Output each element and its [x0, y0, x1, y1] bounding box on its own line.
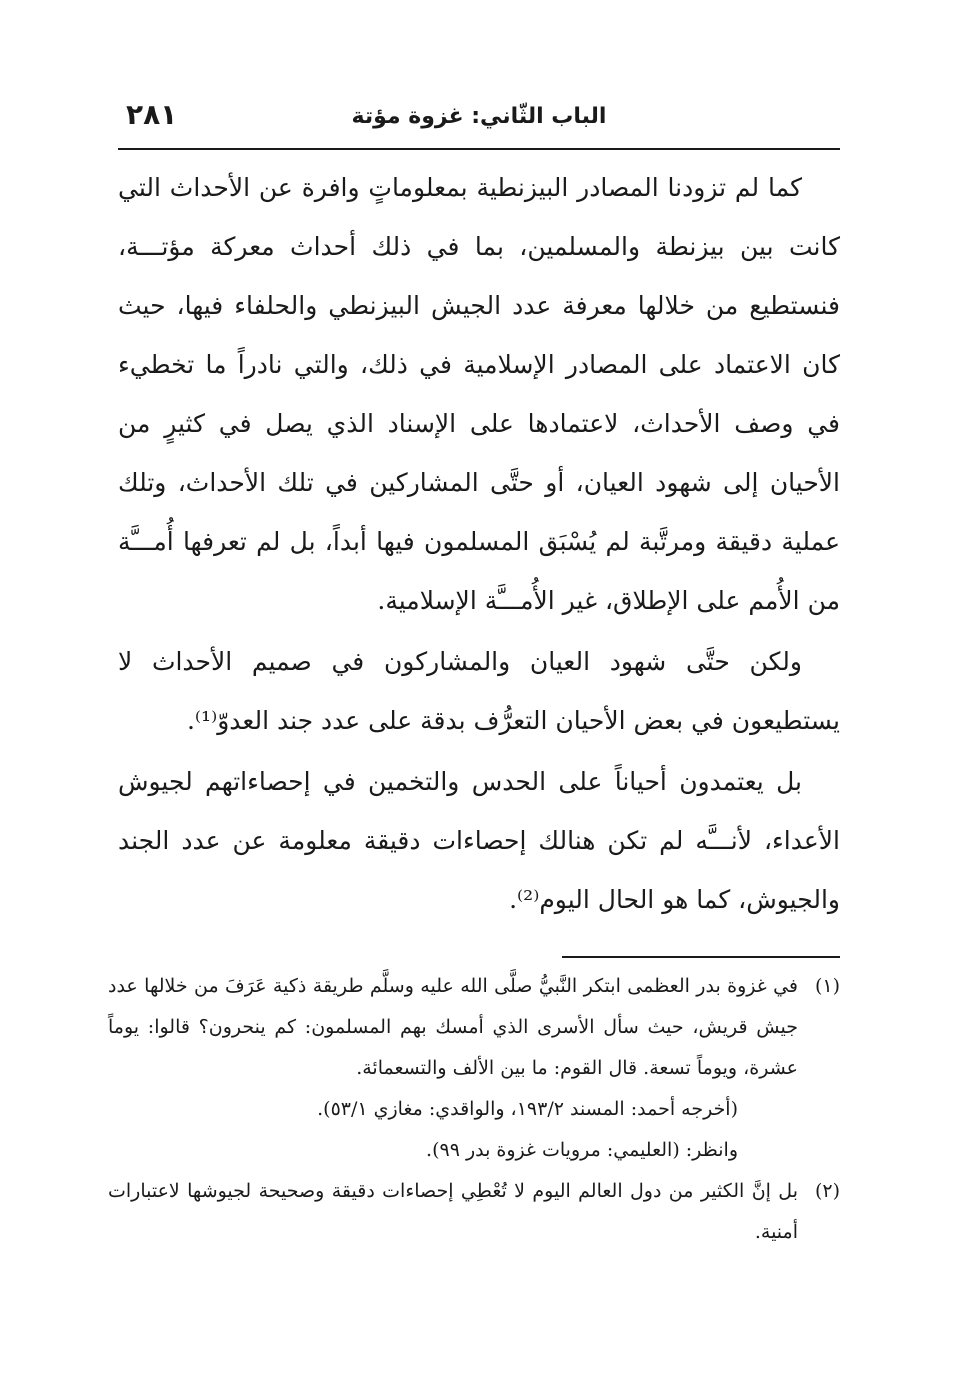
running-title: الباب الثّاني: غزوة مؤتة [351, 104, 607, 129]
footnote-text: في غزوة بدر العظمى ابتكر النَّبيُّ صلَّى الله عليه وسلَّم طريقة ذكية عَرَفَ من خلالها عدد جيش قريش، حيث سأل الأسرى الذي أمسك بهم المسلمون: كم ينحرون؟ قالوا: يوماً عشرة، ويوماً تسعة. قال القوم: ما بين الألف والتسعمائة. [108, 975, 798, 1079]
footnote-citation: (أخرجه أحمد: المسند ١٩٣/٢، والواقدي: مغازي ٥٣/١). [317, 1098, 738, 1120]
page-header [118, 92, 840, 150]
page-number: ٢٨١ [126, 98, 178, 131]
paragraph: بل يعتمدون أحياناً على الحدس والتخمين في إحصاءاتهم لجيوش الأعداء، لأنـــَّه لم تكن هنالك إحصاءات دقيقة معلومة عن عدد الجند والجيوش، كما هو الحال اليوم⁽²⁾. [118, 767, 840, 914]
paragraph: كما لم تزودنا المصادر البيزنطية بمعلوماتٍ وافرة عن الأحداث التي كانت بين بيزنطة والمسلمين، بما في ذلك أحداث معركة مؤتـــة، فنستطيع من خلالها معرفة عدد الجيش البيزنطي والحلفاء فيها، حيث كان الاعتماد على المصادر الإسلامية في ذلك، والتي نادراً ما تخطيء في وصف الأحداث، لاعتمادها على الإسناد الذي يصل في كثيرٍ من الأحيان إلى شهود العيان، أو حتَّى المشاركين في تلك الأحداث، وتلك عملية دقيقة ومرتَّبة لم يُسْبَق المسلمون فيها أبداً، بل لم تعرفها أُمـــَّة من الأُمم على الإطلاق، غير الأُمـــَّة الإسلامية. [118, 173, 840, 615]
footnote-1 [108, 966, 840, 1171]
footnotes [108, 966, 840, 1253]
main-text [118, 158, 840, 931]
footnote-number: (٢) [814, 1180, 840, 1202]
paragraph: ولكن حتَّى شهود العيان والمشاركون في صميم الأحداث لا يستطيعون في بعض الأحيان التعرُّف بدقة على عدد جند العدوّ⁽¹⁾. [118, 647, 840, 735]
footnote-citation: وانظر: (العليمي: مرويات غزوة بدر ٩٩). [426, 1139, 738, 1161]
footnote-number: (١) [814, 975, 840, 997]
footnote-text: بل إنَّ الكثير من دول العالم اليوم لا تُعْطِي إحصاءات دقيقة وصحيحة لجيوشها لاعتبارات أمنية. [108, 1180, 798, 1243]
footnote-separator [562, 956, 840, 958]
footnote-2 [108, 1171, 840, 1253]
